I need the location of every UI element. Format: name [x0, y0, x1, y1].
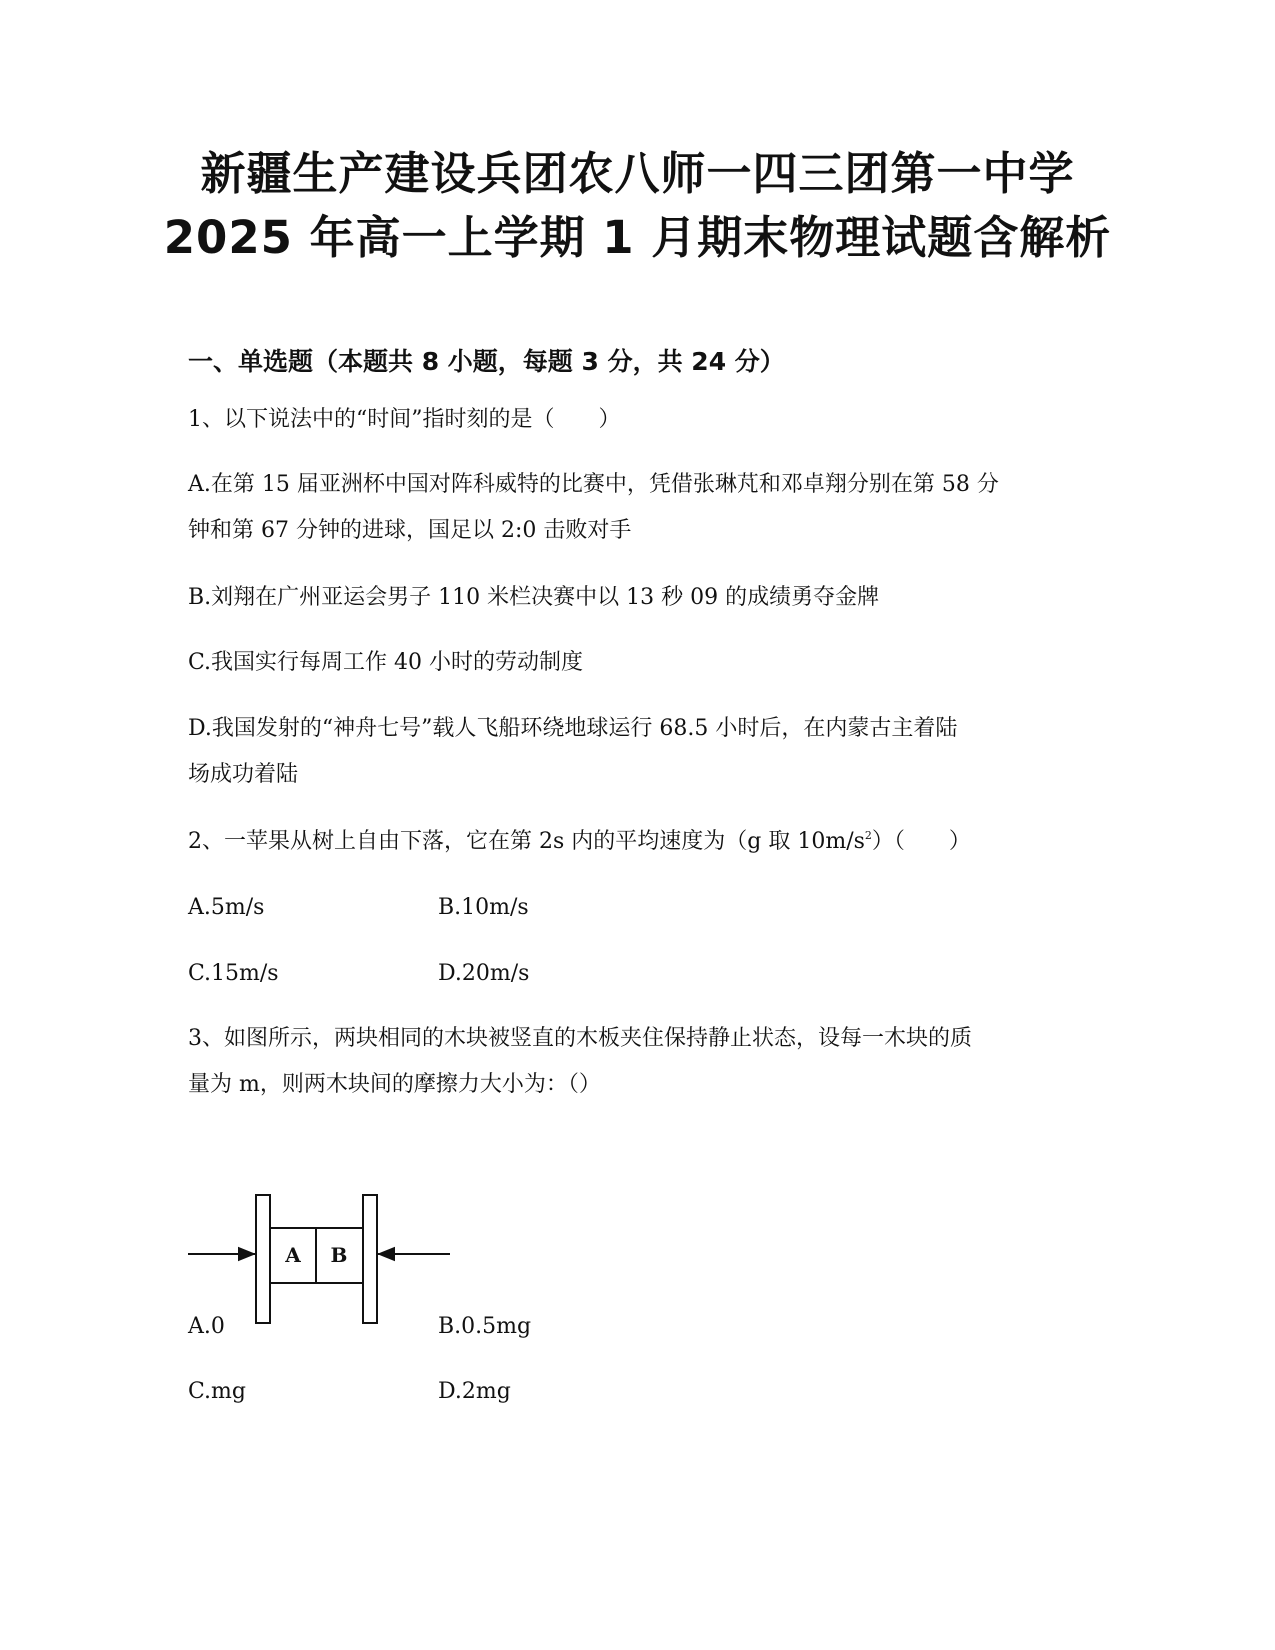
question-3-option-d: D.2mg [438, 1379, 511, 1404]
question-1-option-c: C.我国实行每周工作 40 小时的劳动制度 [188, 650, 584, 675]
document-title-line-2: 2025 年高一上学期 1 月期末物理试题含解析 [163, 211, 1112, 264]
question-1-option-d-line-2: 场成功着陆 [188, 762, 299, 787]
question-1-stem: 1、以下说法中的“时间”指时刻的是（ ） [188, 407, 621, 432]
question-1-option-a-line-1: A.在第 15 届亚洲杯中国对阵科威特的比赛中，凭借张琳芃和邓卓翔分别在第 58 分 [188, 472, 999, 497]
block-a-label: A [285, 1243, 301, 1267]
question-3-stem-line-2: 量为 m，则两木块间的摩擦力大小为：（） [188, 1072, 601, 1097]
question-3-option-a: A.0 [188, 1314, 225, 1339]
block-b-label: B [330, 1243, 348, 1267]
left-board [256, 1195, 270, 1323]
question-2-stem-superscript: 2 [864, 829, 872, 842]
question-2-stem [188, 825, 1098, 859]
question-2-stem-text: 2、一苹果从树上自由下落，它在第 2s 内的平均速度为（g 取 10m/s [188, 829, 865, 854]
question-3-option-b: B.0.5mg [438, 1314, 532, 1339]
question-1-option-d-line-1: D.我国发射的“神舟七号”载人飞船环绕地球运行 68.5 小时后，在内蒙古主着陆 [188, 716, 958, 741]
question-2-option-c: C.15m/s [188, 961, 279, 986]
question-2-option-a: A.5m/s [188, 895, 265, 920]
question-2-option-b: B.10m/s [438, 895, 529, 920]
question-3-stem-line-1: 3、如图所示，两块相同的木块被竖直的木板夹住保持静止状态，设每一木块的质 [188, 1026, 972, 1051]
question-2-option-d: D.20m/s [438, 961, 530, 986]
section-heading: 一、单选题（本题共 8 小题，每题 3 分，共 24 分） [188, 347, 785, 376]
document-title-line-1: 新疆生产建设兵团农八师一四三团第一中学 [200, 147, 1075, 200]
question-3-option-c: C.mg [188, 1379, 246, 1404]
question-2-stem-tail: ）（ ） [871, 829, 971, 854]
two-blocks-between-boards-figure [188, 1190, 478, 1330]
right-board [363, 1195, 377, 1323]
question-1-option-b: B.刘翔在广州亚运会男子 110 米栏决赛中以 13 秒 09 的成绩勇夺金牌 [188, 585, 880, 610]
question-1-option-a-line-2: 钟和第 67 分钟的进球，国足以 2:0 击败对手 [188, 518, 632, 543]
